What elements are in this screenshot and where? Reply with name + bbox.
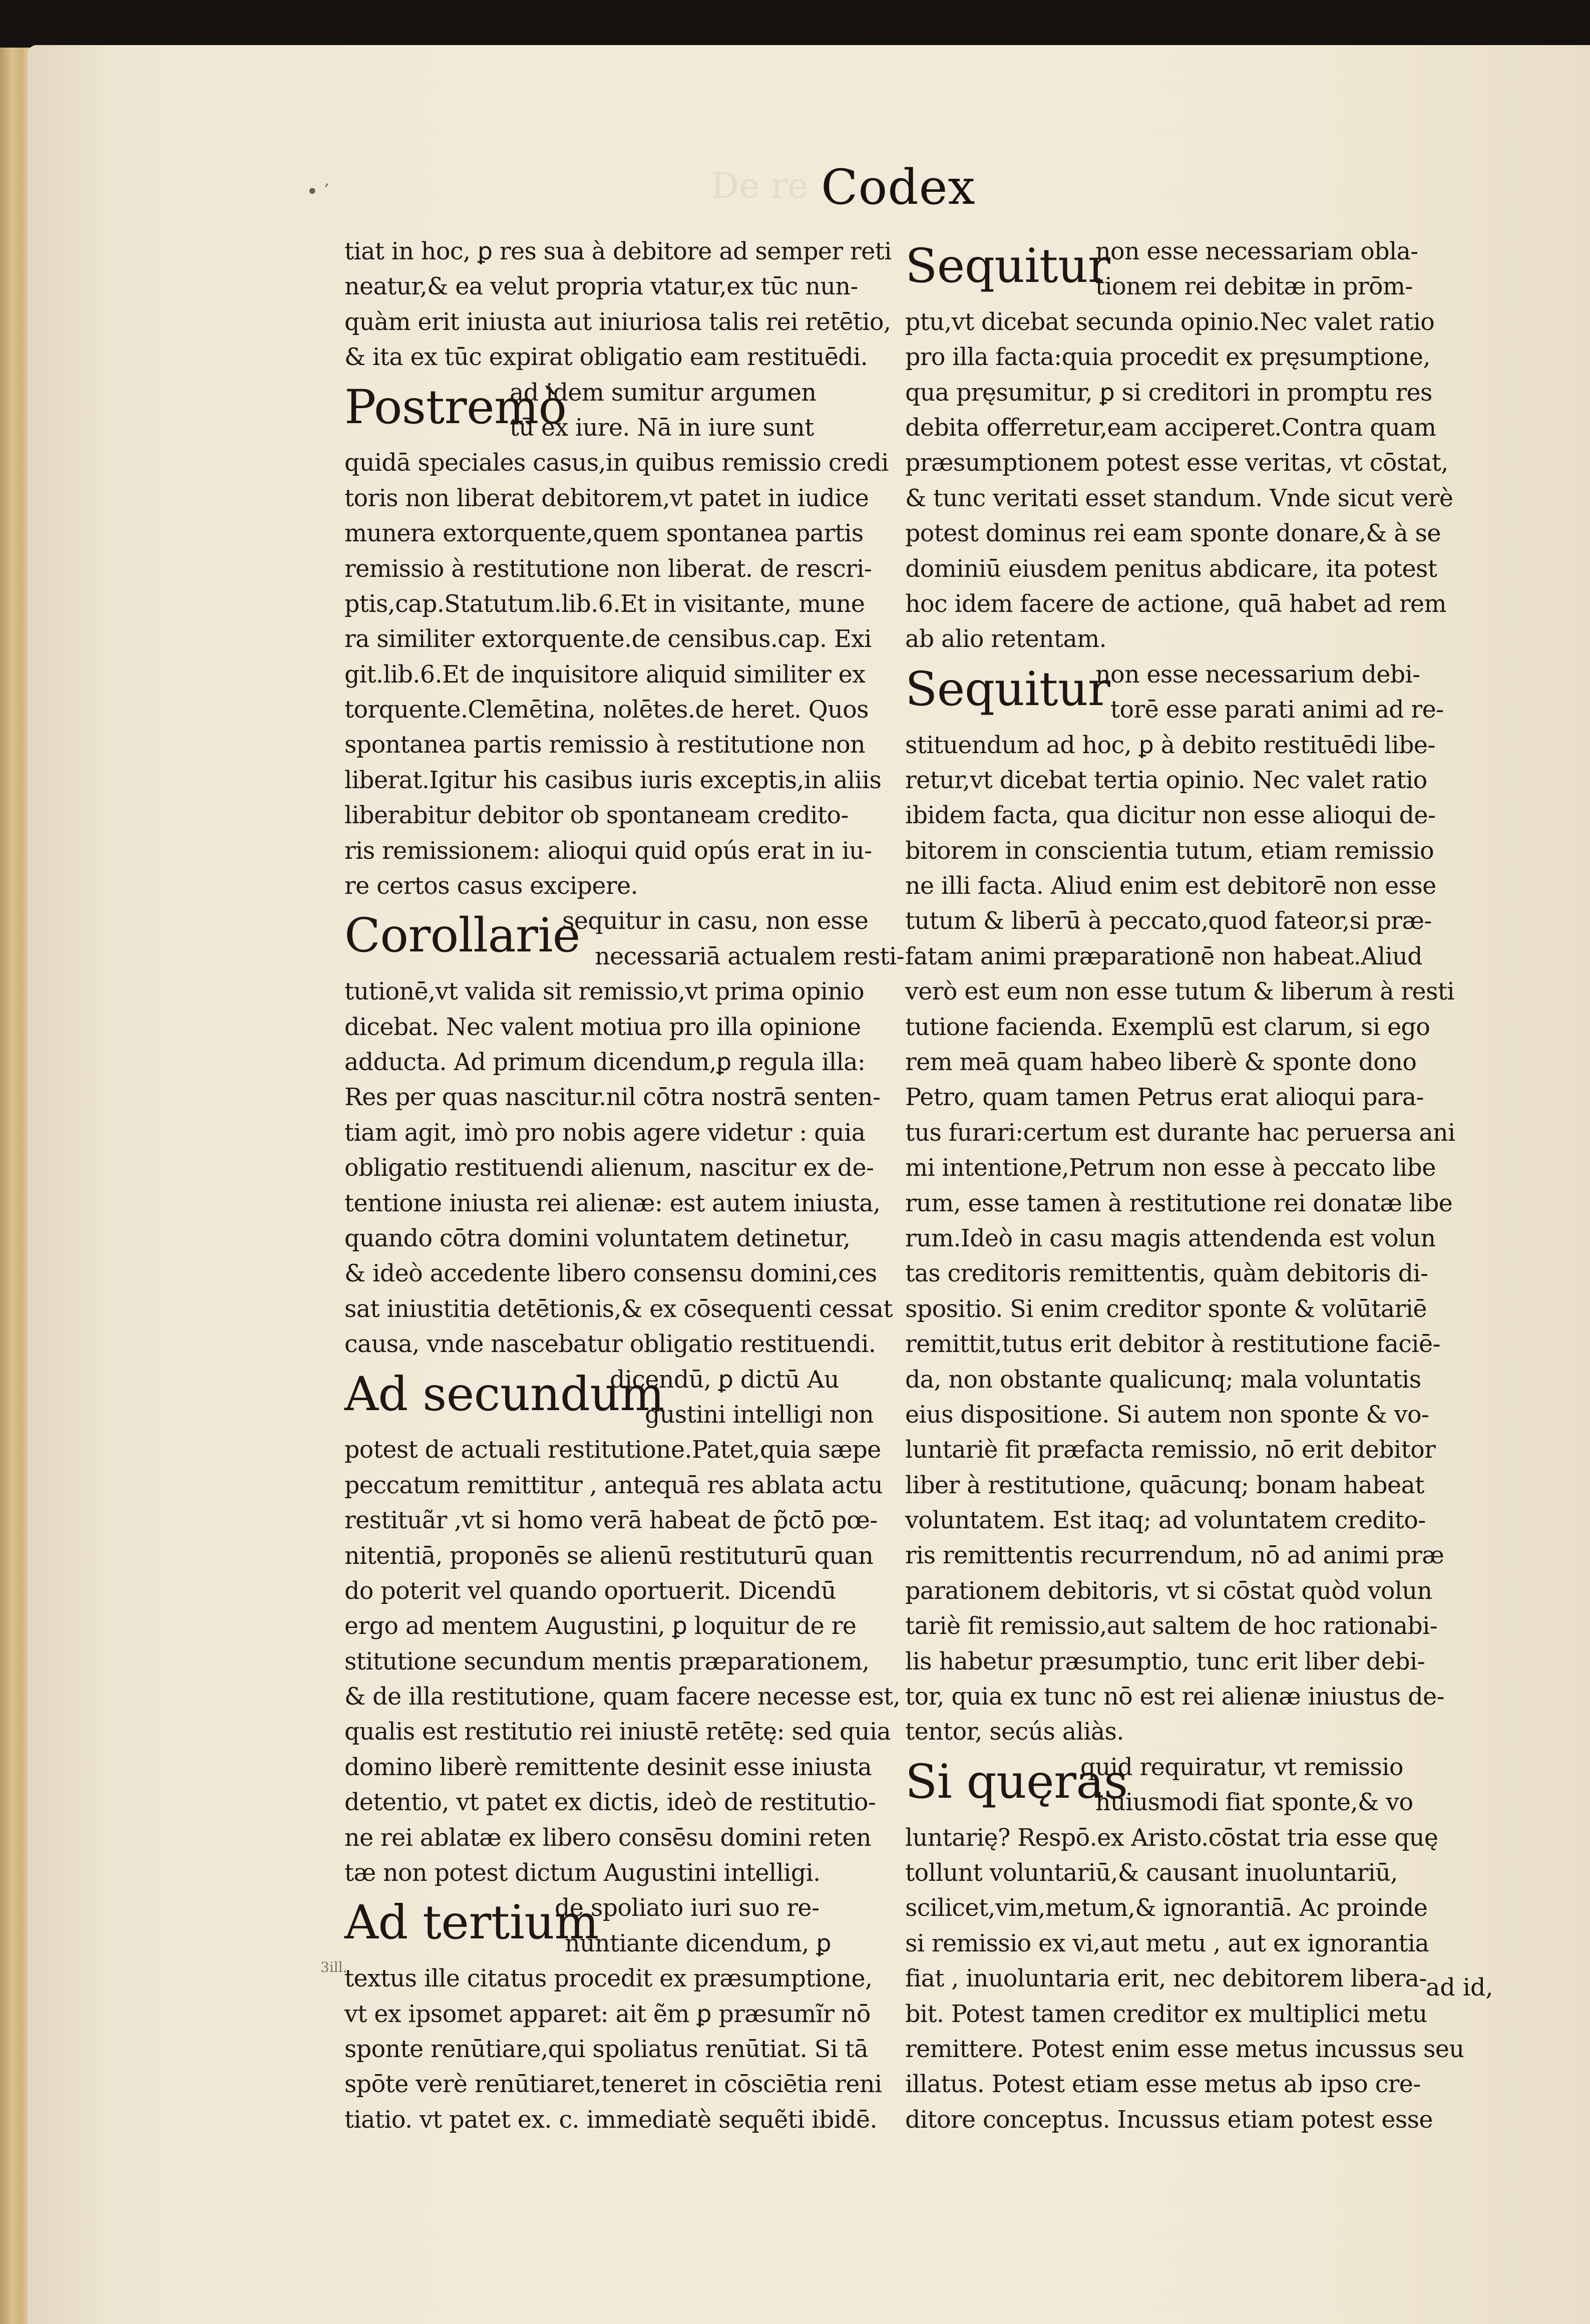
lead-line-first: sequitur in casu, non esse <box>562 907 869 935</box>
running-head: Codex <box>821 159 976 215</box>
text-line: potest de actuali restitutione.Patet,quia sæpe <box>344 1436 881 1464</box>
text-line: obligatio restituendi alienum, nascitur ex de- <box>344 1154 874 1182</box>
text-line: peccatum remittitur , antequā res ablata actu <box>344 1471 883 1499</box>
text-line: spōte verè renūtiaret,teneret in cōsciētia reni <box>344 2071 882 2099</box>
lead-line-first: quid requiratur, vt remissio <box>1080 1753 1403 1781</box>
text-line: parationem debitoris, vt si cōstat quòd volun <box>905 1577 1432 1605</box>
text-line: ditore conceptus. Incussus etiam potest esse <box>905 2106 1433 2134</box>
text-line: sponte renūtiare,qui spoliatus renūtiat. Si tā <box>344 2035 868 2063</box>
lead-line-second: nuntiante dicendum, ꝑ <box>565 1929 831 1957</box>
text-line: quàm erit iniusta aut iniuriosa talis rei retētio, <box>344 308 891 336</box>
text-line: & ita ex tūc expirat obligatio eam restituēdi. <box>344 344 868 372</box>
text-line: bitorem in conscientia tutum, etiam remissio <box>905 837 1434 865</box>
text-line: rum.Ideò in casu magis attendenda est volun <box>905 1224 1436 1252</box>
text-line: stitutione secundum mentis præparationem, <box>344 1647 870 1676</box>
text-line: stituendum ad hoc, ꝑ à debito restituēdi libe- <box>905 731 1435 759</box>
text-line: ris remissionem: alioqui quid opús erat in iu- <box>344 837 872 865</box>
text-line: remissio à restitutione non liberat. de rescri- <box>344 555 872 583</box>
lead-line-second: tionem rei debitæ in prōm- <box>1095 273 1413 301</box>
lead-word: Sequitur <box>905 661 1110 717</box>
text-line: tæ non potest dictum Augustini intelligi. <box>344 1859 821 1887</box>
text-line: torquente.Clemētina, nolētes.de heret. Quos <box>344 696 869 724</box>
text-line: detentio, vt patet ex dictis, ideò de restitutio- <box>344 1789 876 1817</box>
text-line: fiat , inuoluntaria erit, nec debitorem libera- <box>905 1965 1427 1993</box>
text-line: da, non obstante qualicunq; mala voluntatis <box>905 1366 1421 1394</box>
text-line: tutione facienda. Exemplū est clarum, si ego <box>905 1013 1430 1041</box>
lead-line-second: torē esse parati animi ad re- <box>1110 696 1444 724</box>
text-line: tentor, secús aliàs. <box>905 1718 1124 1746</box>
lead-line-first: dicendū, ꝑ dictū Au <box>610 1366 839 1394</box>
text-line: voluntatem. Est itaq; ad voluntatem credito- <box>905 1507 1426 1535</box>
right-column <box>905 234 1491 2138</box>
paragraph-lead <box>344 1891 865 1961</box>
lead-word: Si quęras <box>905 1754 1128 1809</box>
text-line: & de illa restitutione, quam facere necesse est, <box>344 1683 901 1711</box>
lead-line-first: non esse necessarium debi- <box>1095 660 1420 689</box>
text-line: adducta. Ad primum dicendum,ꝑ regula illa: <box>344 1049 866 1077</box>
text-line: dicebat. Nec valent motiua pro illa opinione <box>344 1013 861 1041</box>
text-line: tutum & liberū à peccato,quod fateor,si præ- <box>905 907 1432 935</box>
left-column <box>344 234 905 2138</box>
show-through-text: De re <box>711 165 809 206</box>
text-line: qualis est restitutio rei iniustē retētę: sed quia <box>344 1718 891 1746</box>
text-line: tariè fit remissio,aut saltem de hoc rationabi- <box>905 1612 1438 1640</box>
text-line: ergo ad mentem Augustini, ꝑ loquitur de re <box>344 1612 857 1640</box>
paragraph-lead <box>905 1750 1491 1821</box>
text-line: tus furari:certum est durante hac peruersa ani <box>905 1119 1455 1147</box>
text-line: tiat in hoc, ꝑ res sua à debitore ad semper reti <box>344 238 892 265</box>
text-line: textus ille citatus procedit ex præsumptione, <box>344 1965 873 1993</box>
text-line: tas creditoris remittentis, quàm debitoris di- <box>905 1260 1428 1288</box>
bottom-margin-mark: 3ill. <box>320 1959 347 1975</box>
text-line: liberat.Igitur his casibus iuris exceptis,in aliis <box>344 766 882 794</box>
lead-line-second: necessariā actualem resti- <box>595 942 905 970</box>
text-line: bit. Potest tamen creditor ex multiplici metu <box>905 2000 1427 2028</box>
text-line: tiam agit, imò pro nobis agere videtur : quia <box>344 1119 866 1147</box>
text-line: remittere. Potest enim esse metus incussus seu <box>905 2035 1464 2063</box>
lead-word: Postremò <box>344 380 567 435</box>
paragraph-lead <box>344 1363 874 1433</box>
text-line: nitentiā, proponēs se alienū restituturū quan <box>344 1542 874 1570</box>
catchword: ad id, <box>1426 1974 1493 2002</box>
text-line: qua pręsumitur, ꝑ si creditori in promptu res <box>905 379 1432 407</box>
text-line: fatam animi præparationē non habeat.Aliud <box>905 942 1422 970</box>
text-line: lis habetur præsumptio, tunc erit liber debi- <box>905 1647 1425 1676</box>
text-line: hoc idem facere de actione, quā habet ad rem <box>905 590 1446 618</box>
text-line: dominiū eiusdem penitus abdicare, ita potest <box>905 555 1437 583</box>
text-line: tollunt voluntariū,& causant inuoluntariū, <box>905 1859 1398 1887</box>
text-line: causa, vnde nascebatur obligatio restituendi. <box>344 1331 876 1359</box>
text-line: luntarię? Respō.ex Aristo.cōstat tria esse quę <box>905 1824 1438 1852</box>
text-line: si remissio ex vi,aut metu , aut ex ignorantia <box>905 1929 1429 1957</box>
text-line: debita offerretur,eam acciperet.Contra quam <box>905 414 1436 442</box>
text-line: toris non liberat debitorem,vt patet in iudice <box>344 484 869 512</box>
text-line: munera extorquente,quem spontanea partis <box>344 520 864 548</box>
text-line: illatus. Potest etiam esse metus ab ipso cre- <box>905 2071 1421 2099</box>
paragraph-lead <box>344 904 905 974</box>
text-line: tentione iniusta rei alienæ: est autem iniusta, <box>344 1189 881 1217</box>
text-line: Petro, quam tamen Petrus erat alioqui para- <box>905 1084 1424 1112</box>
text-line: & tunc veritati esset standum. Vnde sicut verè <box>905 484 1453 512</box>
text-line: ne rei ablatæ ex libero consēsu domini reten <box>344 1824 871 1852</box>
text-line: ne illi facta. Aliud enim est debitorē non esse <box>905 872 1436 900</box>
text-line: spositio. Si enim creditor sponte & volūtariē <box>905 1295 1427 1323</box>
text-line: vt ex ipsomet apparet: ait ẽm ꝑ præsumĩr nō <box>344 2000 871 2028</box>
text-line: domino liberè remittente desinit esse iniusta <box>344 1753 872 1781</box>
text-line: scilicet,vim,metum,& ignorantiā. Ac proinde <box>905 1894 1428 1922</box>
lead-word: Sequitur <box>905 239 1110 293</box>
text-line: Res per quas nascitur.nil cōtra nostrā senten- <box>344 1084 881 1112</box>
text-line: ra similiter extorquente.de censibus.cap. Exi <box>344 625 872 653</box>
text-line: ptis,cap.Statutum.lib.6.Et in visitante, mune <box>344 590 865 618</box>
text-line: eius dispositione. Si autem non sponte & vo- <box>905 1401 1429 1429</box>
text-line: præsumptionem potest esse veritas, vt cōstat, <box>905 449 1448 477</box>
text-line: neatur,& ea velut propria vtatur,ex tūc nun- <box>344 273 858 301</box>
lead-word: Corollarie <box>344 908 580 963</box>
lead-line-second: tū ex iure. Nā in iure sunt <box>510 414 814 442</box>
text-line: restituãr ,vt si homo verā habeat de p̃ctō pœ- <box>344 1507 878 1535</box>
text-line: rum, esse tamen à restitutione rei donatæ libe <box>905 1189 1453 1217</box>
text-line: tutionē,vt valida sit remissio,vt prima opinio <box>344 978 864 1006</box>
text-line: quando cōtra domini voluntatem detinetur, <box>344 1224 851 1252</box>
text-line: sat iniustitia detētionis,& ex cōsequenti cessat <box>344 1295 893 1323</box>
lead-word: Ad tertium <box>344 1895 599 1950</box>
paragraph-lead <box>344 376 865 446</box>
text-line: retur,vt dicebat tertia opinio. Nec valet ratio <box>905 766 1427 794</box>
text-line: remittit,tutus erit debitor à restitutione faciē- <box>905 1331 1440 1359</box>
text-line: tiatio. vt patet ex. c. immediatè sequẽti ibidē. <box>344 2106 878 2134</box>
lead-line-second: gustini intelligi non <box>645 1401 874 1429</box>
paragraph-lead <box>905 234 1491 305</box>
text-line: & ideò accedente libero consensu domini,ces <box>344 1260 877 1288</box>
text-line: verò est eum non esse tutum & liberum à resti <box>905 978 1454 1006</box>
lead-line-first: non esse necessariam obla- <box>1095 238 1418 265</box>
text-line: ibidem facta, qua dicitur non esse alioqui de- <box>905 802 1436 830</box>
text-line: liber à restitutione, quācunq; bonam habeat <box>905 1471 1424 1499</box>
text-line: mi intentione,Petrum non esse à peccato libe <box>905 1154 1436 1182</box>
lead-word: Ad secundum <box>344 1367 664 1422</box>
paragraph-lead <box>905 657 1491 728</box>
text-line: tor, quia ex tunc nō est rei alienæ iniustus de- <box>905 1683 1445 1711</box>
text-line: luntariè fit præfacta remissio, nō erit debitor <box>905 1436 1436 1464</box>
text-line: git.lib.6.Et de inquisitore aliquid similiter ex <box>344 660 866 689</box>
text-line: do poterit vel quando oportuerit. Dicendū <box>344 1577 836 1605</box>
lead-line-second: huiusmodi fiat sponte,& vo <box>1095 1789 1413 1817</box>
text-line: ptu,vt dicebat secunda opinio.Nec valet ratio <box>905 308 1435 336</box>
lead-line-first: ad idem sumitur argumen <box>510 379 817 407</box>
text-line: rem meā quam habeo liberè & sponte dono <box>905 1049 1417 1077</box>
text-line: potest dominus rei eam sponte donare,& à se <box>905 520 1441 548</box>
text-line: liberabitur debitor ob spontaneam credito- <box>344 802 849 830</box>
text-line: spontanea partis remissio à restitutione non <box>344 731 866 759</box>
text-line: re certos casus excipere. <box>344 872 638 900</box>
text-line: pro illa facta:quia procedit ex pręsumptione, <box>905 344 1430 372</box>
text-line: ab alio retentam. <box>905 625 1107 653</box>
text-line: quidā speciales casus,in quibus remissio credi <box>344 449 889 477</box>
text-line: ris remittentis recurrendum, nō ad animi præ <box>905 1542 1444 1570</box>
lead-line-first: de spoliato iuri suo re- <box>555 1894 820 1922</box>
margin-mark: • ′ <box>306 180 329 203</box>
